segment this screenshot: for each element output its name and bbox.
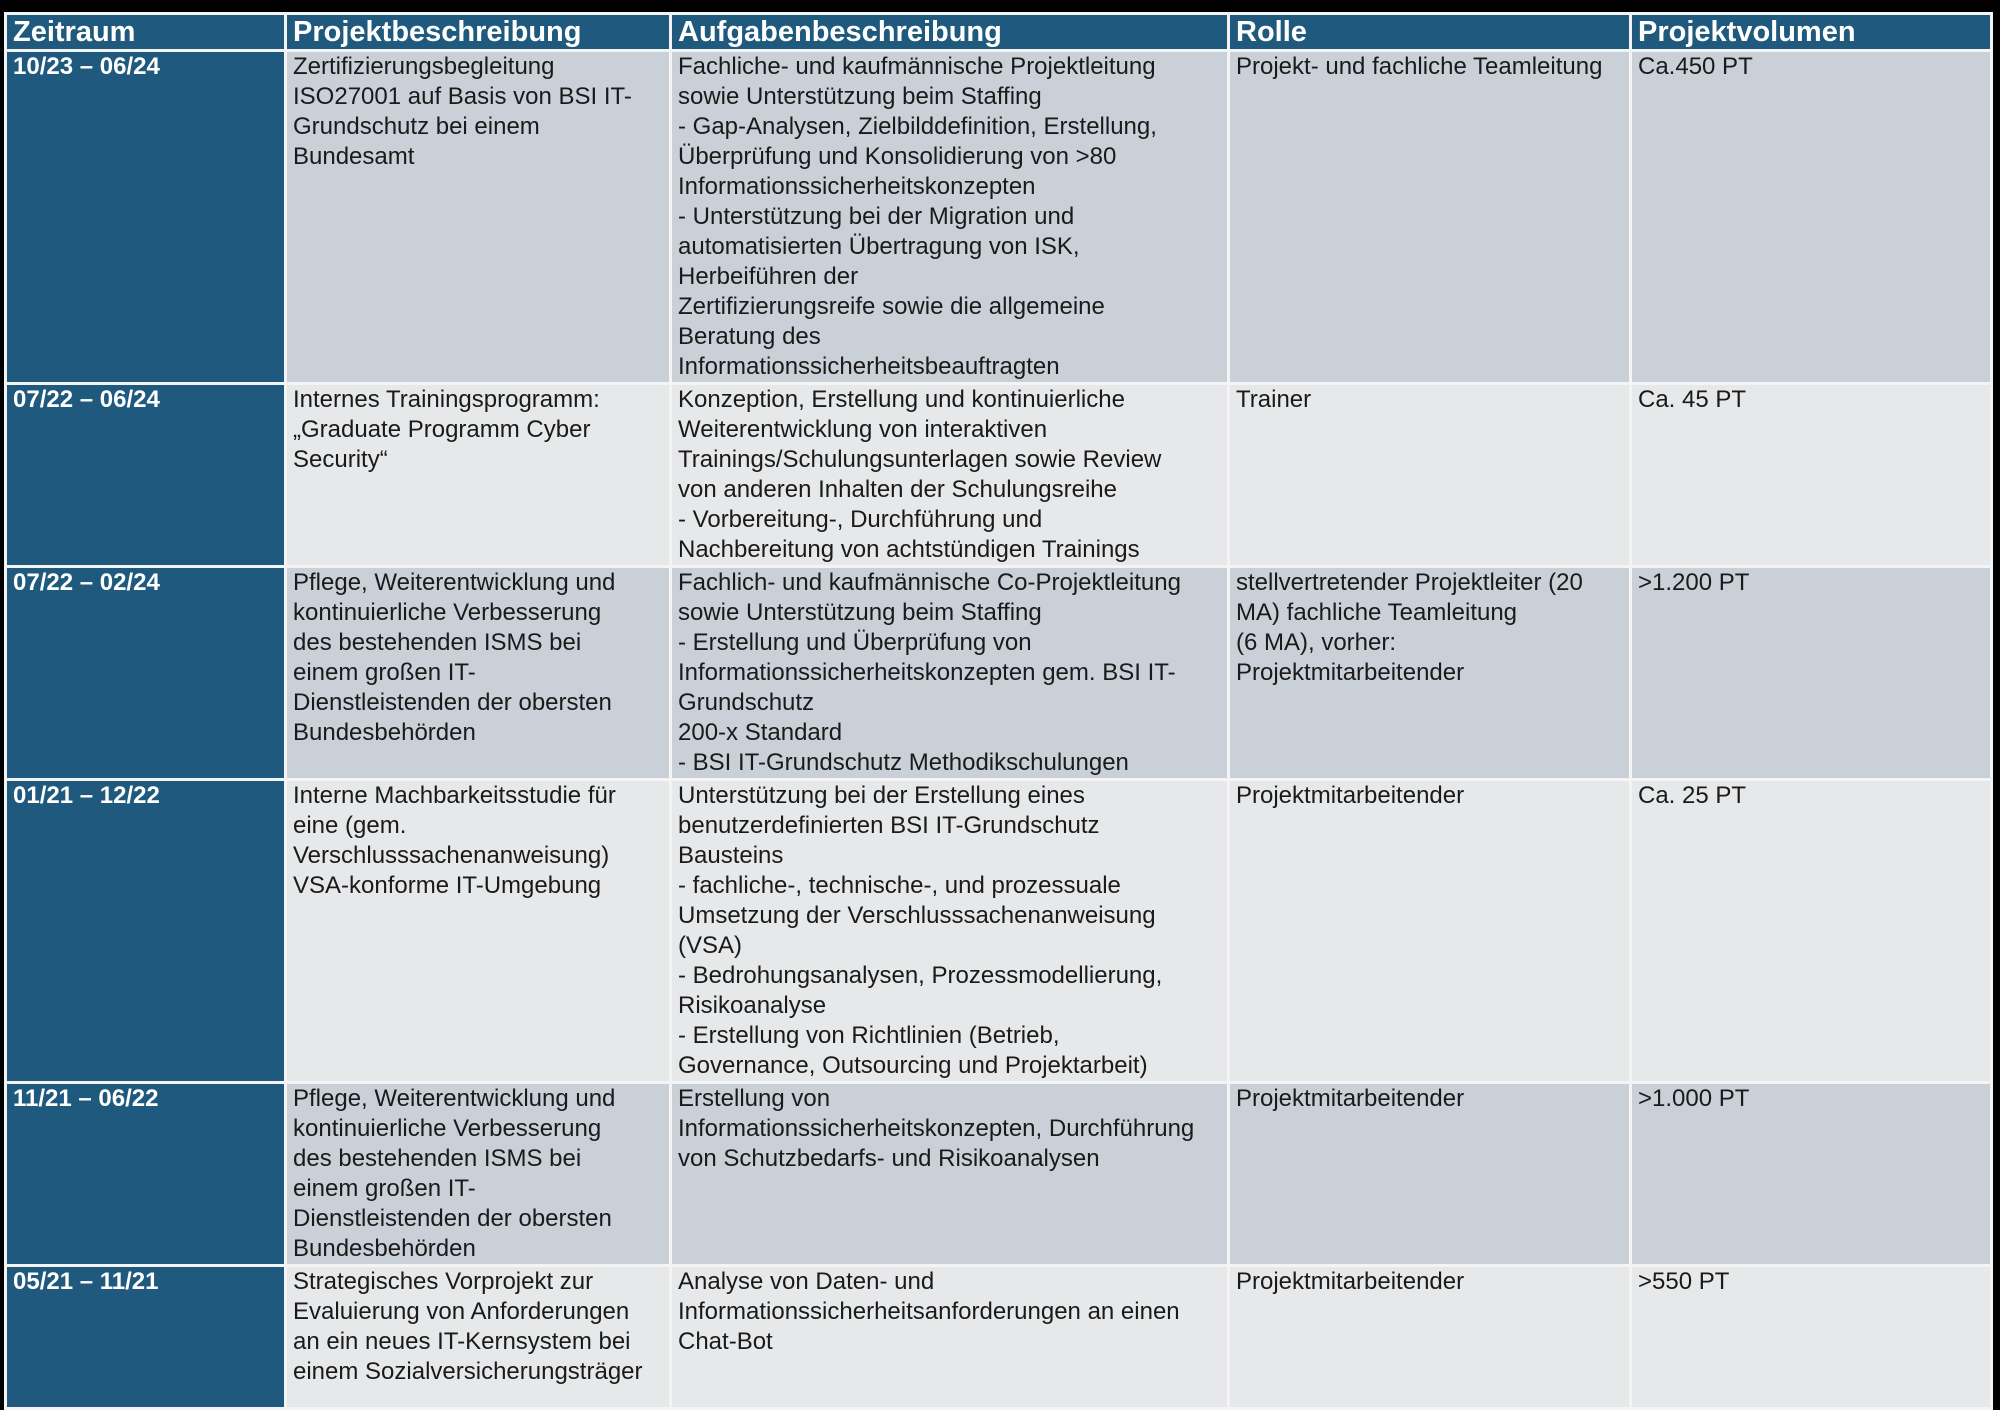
- role-cell: stellvertretender Projektleiter (20 MA) fachliche Teamleitung (6 MA), vorher: Projektmitarbeitender: [1229, 567, 1631, 780]
- column-header-tasks: Aufgabenbeschreibung: [671, 14, 1229, 51]
- project-volume-cell: >1.000 PT: [1631, 1083, 1992, 1266]
- task-description-cell: Analyse von Daten- und Informationssicherheitsanforderungen an einen Chat-Bot: [671, 1266, 1229, 1409]
- project-volume-cell: Ca. 25 PT: [1631, 780, 1992, 1083]
- project-history-table: [4, 12, 1993, 1410]
- role-cell: Projekt- und fachliche Teamleitung: [1229, 51, 1631, 384]
- role-cell: Trainer: [1229, 384, 1631, 567]
- period-cell: 10/23 – 06/24: [6, 51, 286, 384]
- task-description-cell: Unterstützung bei der Erstellung eines benutzerdefinierten BSI IT-Grundschutz Bausteins - fachliche-, technische-, und prozessuale Umsetzung der Verschlusssachenanweisung (VSA) - Bedrohungsanalysen, Prozessmodellierung, Risikoanalyse - Erstellung von Richtlinien (Betrieb, Governance, Outsourcing und Projektarbeit): [671, 780, 1229, 1083]
- project-volume-cell: >550 PT: [1631, 1266, 1992, 1409]
- project-description-cell: Strategisches Vorprojekt zur Evaluierung von Anforderungen an ein neues IT-Kernsystem bei einem Sozialversicherungsträger: [286, 1266, 671, 1409]
- project-description-cell: Zertifizierungsbegleitung ISO27001 auf Basis von BSI IT- Grundschutz bei einem Bundesamt: [286, 51, 671, 384]
- task-description-cell: Fachliche- und kaufmännische Projektleitung sowie Unterstützung beim Staffing - Gap-Analysen, Zielbilddefinition, Erstellung, Überprüfung und Konsolidierung von >80 Informationssicherheitskonzepten - Unterstützung bei der Migration und automatisierten Übertragung von ISK, Herbeiführen der Zertifizierungsreife sowie die allgemeine Beratung des Informationssicherheitsbeauftragten: [671, 51, 1229, 384]
- project-volume-cell: Ca.450 PT: [1631, 51, 1992, 384]
- column-header-role: Rolle: [1229, 14, 1631, 51]
- table-body: [6, 51, 1992, 1409]
- task-description-cell: Konzeption, Erstellung und kontinuierliche Weiterentwicklung von interaktiven Trainings/Schulungsunterlagen sowie Review von anderen Inhalten der Schulungsreihe - Vorbereitung-, Durchführung und Nachbereitung von achtstündigen Trainings: [671, 384, 1229, 567]
- table-row: [6, 567, 1992, 780]
- table-row: [6, 780, 1992, 1083]
- period-cell: 07/22 – 02/24: [6, 567, 286, 780]
- table-row: [6, 1083, 1992, 1266]
- role-cell: Projektmitarbeitender: [1229, 1083, 1631, 1266]
- table-header: [6, 14, 1992, 51]
- project-description-cell: Pflege, Weiterentwicklung und kontinuierliche Verbesserung des bestehenden ISMS bei einem großen IT- Dienstleistenden der obersten Bundesbehörden: [286, 1083, 671, 1266]
- period-cell: 05/21 – 11/21: [6, 1266, 286, 1409]
- period-cell: 07/22 – 06/24: [6, 384, 286, 567]
- task-description-cell: Fachlich- und kaufmännische Co-Projektleitung sowie Unterstützung beim Staffing - Erstellung und Überprüfung von Informationssicherheitskonzepten gem. BSI IT- Grundschutz 200-x Standard - BSI IT-Grundschutz Methodikschulungen: [671, 567, 1229, 780]
- role-cell: Projektmitarbeitender: [1229, 1266, 1631, 1409]
- column-header-volume: Projektvolumen: [1631, 14, 1992, 51]
- project-description-cell: Pflege, Weiterentwicklung und kontinuierliche Verbesserung des bestehenden ISMS bei einem großen IT- Dienstleistenden der obersten Bundesbehörden: [286, 567, 671, 780]
- project-volume-cell: >1.200 PT: [1631, 567, 1992, 780]
- column-header-project: Projektbeschreibung: [286, 14, 671, 51]
- table-row: [6, 51, 1992, 384]
- column-header-period: Zeitraum: [6, 14, 286, 51]
- task-description-cell: Erstellung von Informationssicherheitskonzepten, Durchführung von Schutzbedarfs- und Risikoanalysen: [671, 1083, 1229, 1266]
- period-cell: 11/21 – 06/22: [6, 1083, 286, 1266]
- project-description-cell: Internes Trainingsprogramm: „Graduate Programm Cyber Security“: [286, 384, 671, 567]
- header-row: [6, 14, 1992, 51]
- project-volume-cell: Ca. 45 PT: [1631, 384, 1992, 567]
- project-description-cell: Interne Machbarkeitsstudie für eine (gem. Verschlusssachenanweisung) VSA-konforme IT-Umgebung: [286, 780, 671, 1083]
- table-row: [6, 384, 1992, 567]
- role-cell: Projektmitarbeitender: [1229, 780, 1631, 1083]
- period-cell: 01/21 – 12/22: [6, 780, 286, 1083]
- table-row: [6, 1266, 1992, 1409]
